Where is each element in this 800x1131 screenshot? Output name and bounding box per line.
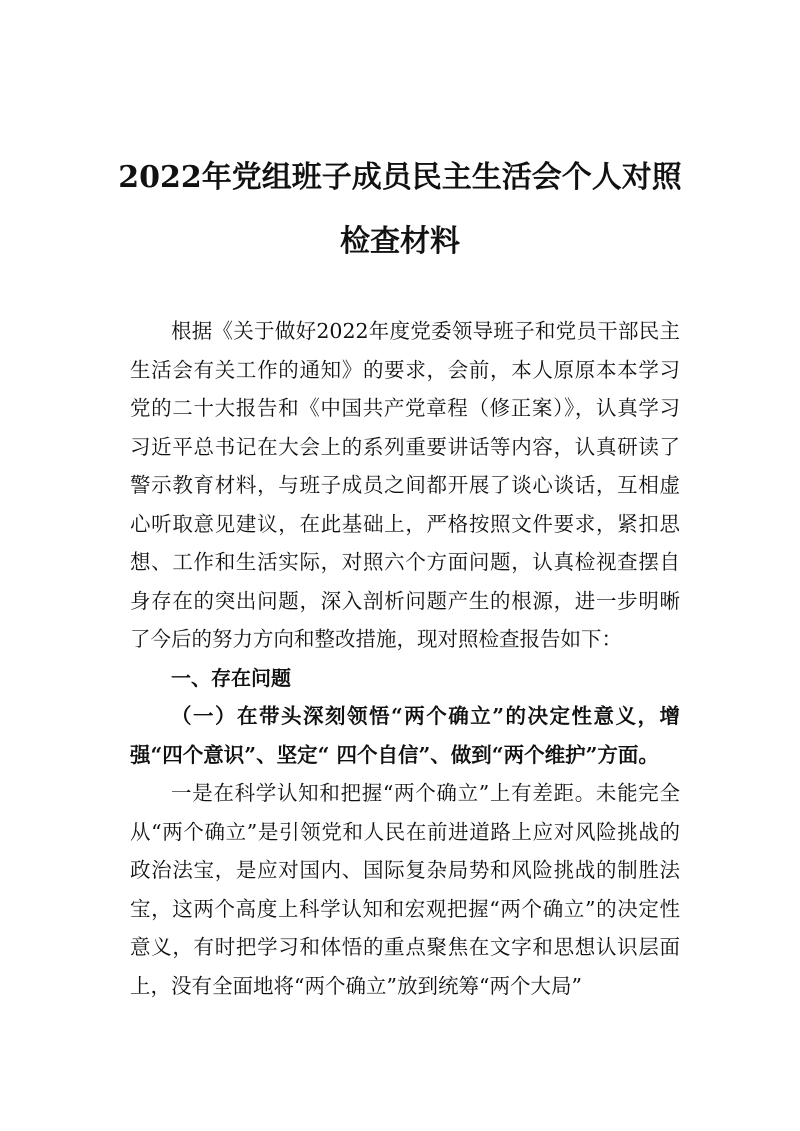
section-heading-existing-problems: 一、存在问题 bbox=[171, 665, 291, 690]
document-title-line-2: 检查材料 bbox=[340, 224, 460, 259]
point-one-paragraph: 一是在科学认知和把握“两个确立”上有差距。未能完全从“两个确立”是引领党和人民在前进道路上应对风险挑战的政治法宝，是应对国内、国际复杂局势和风险挑战的制胜法宝，这两个高度上科学认知和宏观把握“两个确立”的决定性意义，有时把学习和体悟的重点聚焦在文字和思想认识层面上，没有全面地将“两个确立”放到统筹“两个大局” bbox=[130, 781, 680, 998]
document-body bbox=[130, 312, 680, 1005]
subsection-heading-two-establishments: （一）在带头深刻领悟“两个确立”的决定性意义，增强“四个意识”、坚定“ 四个自信”、做到“两个维护”方面。 bbox=[130, 704, 680, 767]
document-title-line-1: 2022年党组班子成员民主生活会个人对照 bbox=[118, 160, 682, 195]
intro-paragraph: 根据《关于做好2022年度党委领导班子和党员干部民主生活会有关工作的通知》的要求，会前，本人原原本本学习党的二十大报告和《中国共产党章程（修正案）》，认真学习习近平总书记在大会上的系列重要讲话等内容，认真研读了警示教育材料，与班子成员之间都开展了谈心谈话，互相虚心听取意见建议，在此基础上，严格按照文件要求，紧扣思想、工作和生活实际，对照六个方面问题，认真检视查摆自身存在的突出问题，深入剖析问题产生的根源，进一步明晰了今后的努力方向和整改措施，现对照检查报告如下： bbox=[130, 319, 680, 651]
